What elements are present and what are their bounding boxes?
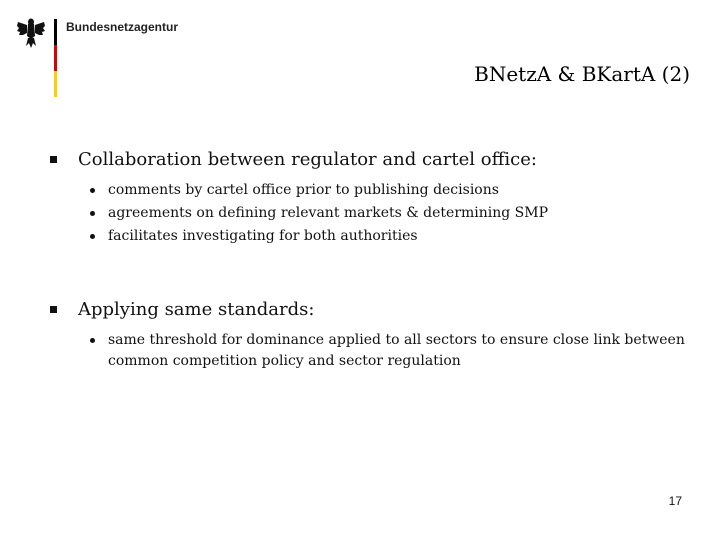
list-item-text: comments by cartel office prior to publishing decisions: [108, 182, 499, 198]
flag-red-band: [54, 45, 57, 71]
sub-bullet-list: [108, 330, 688, 372]
list-item: [108, 226, 688, 247]
federal-eagle-icon: [16, 16, 46, 50]
sub-bullet-list: [108, 180, 688, 247]
page-number: 17: [668, 494, 682, 508]
square-bullet-icon: [50, 156, 57, 163]
organization-name: Bundesnetzagentur: [66, 20, 179, 34]
list-item: [108, 180, 688, 201]
section-heading: Applying same standards:: [78, 299, 315, 320]
german-flag-stripe: [54, 19, 57, 97]
bullet-dot-icon: [90, 211, 95, 216]
bullet-dot-icon: [90, 338, 95, 343]
section-standards: [50, 298, 690, 372]
bullet-dot-icon: [90, 188, 95, 193]
flag-black-band: [54, 19, 57, 45]
list-item: [108, 330, 688, 372]
bullet-dot-icon: [90, 234, 95, 239]
square-bullet-icon: [50, 306, 57, 313]
section-heading: Collaboration between regulator and cartel office:: [78, 149, 537, 170]
list-item-text: same threshold for dominance applied to all sectors to ensure close link between common competition policy and sector regulation: [108, 332, 685, 369]
section-collaboration: [50, 148, 690, 247]
slide-title: BNetzA & BKartA (2): [474, 62, 690, 86]
list-item-text: facilitates investigating for both authorities: [108, 228, 418, 244]
flag-gold-band: [54, 71, 57, 97]
list-item: [108, 203, 688, 224]
list-item-text: agreements on defining relevant markets & determining SMP: [108, 205, 549, 221]
